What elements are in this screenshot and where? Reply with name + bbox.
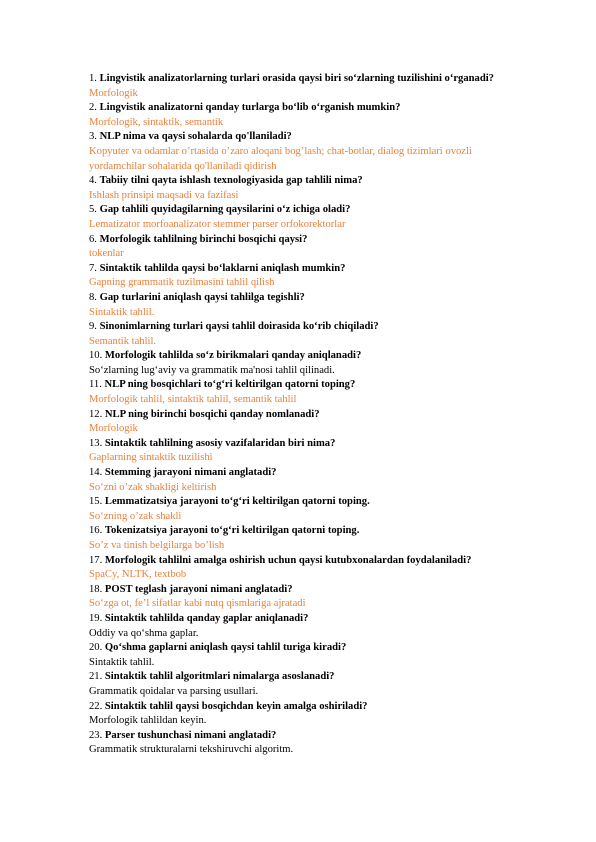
- question-text: Tokenizatsiya jarayoni to‘g‘ri keltirilgan qatorni toping.: [104, 525, 360, 537]
- qa-item: [89, 262, 519, 291]
- question-text: Morfologik tahlilning birinchi bosqichi qaysi?: [99, 233, 308, 245]
- question: [89, 320, 519, 335]
- question: [89, 130, 519, 145]
- question-text: Morfologik tahlilda so‘z birikmalari qanday aniqlanadi?: [104, 350, 362, 362]
- question: [89, 101, 519, 116]
- question-number: 11.: [89, 379, 102, 391]
- question-text: Stemming jarayoni nimani anglatadi?: [104, 467, 277, 479]
- qa-item: [89, 291, 519, 320]
- question-text: Lingvistik analizatorni qanday turlarga bo‘lib o‘rganish mumkin?: [99, 102, 401, 114]
- qa-item: [89, 72, 519, 101]
- question: [89, 174, 519, 189]
- question-text: NLP nima va qaysi sohalarda qo'llaniladi?: [99, 131, 292, 143]
- question-number: 5.: [89, 204, 97, 216]
- question-text: Morfologik tahlilni amalga oshirish uchun qaysi kutubxonalardan foydalaniladi?: [104, 554, 472, 566]
- qa-item: [89, 320, 519, 349]
- question-number: 10.: [89, 350, 103, 362]
- answer: Sintaktik tahlil.: [89, 656, 155, 668]
- qa-item: [89, 233, 519, 262]
- question-number: 22.: [89, 700, 103, 712]
- question: [89, 233, 519, 248]
- question-number: 13.: [89, 437, 103, 449]
- question-number: 12.: [89, 408, 103, 420]
- question-text: Sinonimlarning turlari qaysi tahlil doirasida ko‘rib chiqiladi?: [99, 321, 379, 333]
- answer: Ishlash prinsipi maqsadi va fazifasi: [89, 189, 239, 201]
- answer: Sintaktik tahlil.: [89, 306, 155, 318]
- answer: So‘zni o’zak shakligi keltirish: [89, 481, 217, 493]
- question: [89, 72, 519, 87]
- answer: SpaCy, NLTK, textbob: [89, 569, 187, 581]
- question-number: 21.: [89, 671, 103, 683]
- qa-item: [89, 101, 519, 130]
- question: [89, 378, 519, 393]
- question-number: 14.: [89, 467, 103, 479]
- question: [89, 554, 519, 569]
- answer: Kopyuter va odamlar o’rtasida o’zaro aloqani bog’lash; chat-botlar, dialog tizimlari ovozli yordamchilar sohalarida qo'llaniladi qidirish: [89, 145, 472, 172]
- question-text: Sintaktik tahlilning asosiy vazifalaridan biri nima?: [104, 437, 336, 449]
- qa-item: [89, 408, 519, 437]
- question: [89, 291, 519, 306]
- question: [89, 408, 519, 423]
- answer: tokenlar: [89, 248, 124, 260]
- question-text: Gap turlarini aniqlash qaysi tahlilga tegishli?: [99, 291, 305, 303]
- qa-item: [89, 349, 519, 378]
- qa-item: [89, 466, 519, 495]
- question-number: 20.: [89, 642, 103, 654]
- question-number: 8.: [89, 291, 97, 303]
- answer: Grammatik strukturalarni tekshiruvchi algoritm.: [89, 744, 294, 756]
- question-number: 18.: [89, 583, 103, 595]
- qa-item: [89, 700, 519, 729]
- question-number: 3.: [89, 131, 97, 143]
- answer: So‘zlarning lug‘aviy va grammatik ma'nosi tahlil qilinadi.: [89, 364, 335, 376]
- answer: Gapning grammatik tuzilmasini tahlil qilish: [89, 277, 275, 289]
- question: [89, 641, 519, 656]
- question: [89, 262, 519, 277]
- question: [89, 203, 519, 218]
- answer: Morfologik tahlildan keyin.: [89, 715, 207, 727]
- question-text: Qo‘shma gaplarni aniqlash qaysi tahlil turiga kiradi?: [104, 642, 347, 654]
- question-text: Sintaktik tahlil algoritmlari nimalarga asoslanadi?: [104, 671, 335, 683]
- qa-item: [89, 378, 519, 407]
- answer: Grammatik qoidalar va parsing usullari.: [89, 685, 259, 697]
- question-number: 1.: [89, 73, 97, 84]
- answer: Morfologik tahlil, sintaktik tahlil, semantik tahlil: [89, 394, 297, 406]
- qa-item: [89, 203, 519, 232]
- qa-item: [89, 641, 519, 670]
- answer: So‘zning o’zak shakli: [89, 510, 182, 522]
- question: [89, 583, 519, 598]
- qa-item: [89, 554, 519, 583]
- answer: So’z va tinish belgilarga bo’lish: [89, 540, 225, 551]
- question-text: Lemmatizatsiya jarayoni to‘g‘ri keltirilgan qatorni toping.: [104, 496, 370, 508]
- answer: Morfologik: [89, 423, 138, 435]
- question-text: Gap tahlili quyidagilarning qaysilarini o‘z ichiga oladi?: [99, 204, 351, 216]
- question-number: 17.: [89, 554, 103, 566]
- answer: So‘zga ot, fe’l sifatlar kabi nutq qismlariga ajratadi: [89, 598, 306, 610]
- question-text: NLP ning bosqichlari to‘g‘ri keltirilgan qatorni toping?: [104, 379, 356, 391]
- qa-item: [89, 583, 519, 612]
- question-number: 9.: [89, 321, 97, 333]
- question-text: NLP ning birinchi bosqichi qanday nomlanadi?: [104, 408, 320, 420]
- question-number: 15.: [89, 496, 103, 508]
- answer: Oddiy va qo‘shma gaplar.: [89, 627, 199, 639]
- question: [89, 670, 519, 685]
- question-text: Lingvistik analizatorlarning turlari orasida qaysi biri so‘zlarning tuzilishini o‘rganadi?: [99, 73, 494, 84]
- qa-item: [89, 524, 519, 553]
- question-number: 7.: [89, 262, 97, 274]
- qa-item: [89, 612, 519, 641]
- answer: Morfologik: [89, 87, 138, 99]
- question-text: POST teglash jarayoni nimani anglatadi?: [104, 583, 293, 595]
- answer: Morfologik, sintaktik, semantik: [89, 116, 224, 128]
- question-text: Parser tushunchasi nimani anglatadi?: [104, 729, 277, 741]
- question-number: 23.: [89, 729, 103, 741]
- question-number: 4.: [89, 175, 97, 187]
- question-number: 2.: [89, 102, 97, 114]
- answer: Gaplarning sintaktik tuzilishi: [89, 452, 213, 464]
- question: [89, 524, 519, 539]
- question: [89, 612, 519, 627]
- question-text: Sintaktik tahlilda qanday gaplar aniqlanadi?: [104, 612, 309, 624]
- qa-item: [89, 670, 519, 699]
- question-number: 19.: [89, 612, 103, 624]
- qa-item: [89, 174, 519, 203]
- question: [89, 466, 519, 481]
- answer: Lematizator morfoanalizator stemmer parser orfokorektorlar: [89, 218, 346, 230]
- qa-list: [89, 72, 519, 758]
- qa-item: [89, 437, 519, 466]
- qa-item: [89, 130, 519, 174]
- question-number: 16.: [89, 525, 103, 537]
- question-text: Sintaktik tahlil qaysi bosqichdan keyin amalga oshiriladi?: [104, 700, 368, 712]
- question-text: Sintaktik tahlilda qaysi bo‘laklarni aniqlash mumkin?: [99, 262, 346, 274]
- question-text: Tabiiy tilni qayta ishlash texnologiyasida gap tahlili nima?: [99, 175, 363, 187]
- question-number: 6.: [89, 233, 97, 245]
- qa-item: [89, 729, 519, 758]
- question: [89, 437, 519, 452]
- question: [89, 700, 519, 715]
- question: [89, 349, 519, 364]
- question: [89, 729, 519, 744]
- question: [89, 495, 519, 510]
- qa-item: [89, 495, 519, 524]
- answer: Semantik tahlil.: [89, 335, 157, 347]
